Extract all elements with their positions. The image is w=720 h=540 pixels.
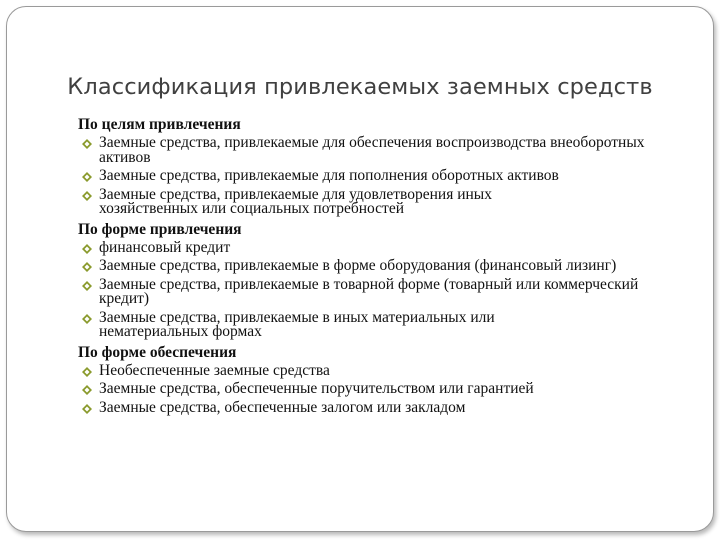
leaf-bullet-icon <box>81 280 93 292</box>
list-item-text: Заемные средства, привлекаемые для обеспечения воспроизводства внеоборотных активов <box>99 134 645 166</box>
leaf-bullet-icon <box>81 403 93 415</box>
list-item <box>78 136 647 165</box>
leaf-bullet-icon <box>81 261 93 273</box>
section-form <box>78 221 678 340</box>
leaf-bullet-icon <box>81 366 93 378</box>
section-goals <box>78 116 678 217</box>
leaf-bullet-icon <box>81 190 93 202</box>
section-heading: По форме обеспечения <box>78 343 237 361</box>
list-item <box>78 308 587 340</box>
list-item <box>78 185 585 217</box>
list-item <box>78 382 678 397</box>
list-item <box>78 238 678 256</box>
list-item <box>78 259 669 274</box>
list-item-text: Заемные средства, привлекаемые в товарной форме (товарный или коммерческий кредит) <box>99 275 639 307</box>
leaf-bullet-icon <box>81 243 93 255</box>
list-item <box>78 398 678 416</box>
list-item <box>78 169 678 184</box>
slide-content <box>78 116 678 419</box>
list-item-text: Заемные средства, привлекаемые в форме оборудования (финансовый лизинг) <box>99 257 617 274</box>
leaf-bullet-icon <box>81 384 93 396</box>
slide-title: Классификация привлекаемых заемных средств <box>67 74 653 100</box>
list-item <box>78 275 647 307</box>
leaf-bullet-icon <box>81 138 93 150</box>
leaf-bullet-icon <box>81 171 93 183</box>
leaf-bullet-icon <box>81 313 93 325</box>
list-item-text: Заемные средства, обеспеченные поручительством или гарантией <box>99 380 534 397</box>
list-item-text: Заемные средства, привлекаемые для удовлетворения иных хозяйственных или социальных потребностей <box>99 185 492 217</box>
list-item-text: Заемные средства, обеспеченные залогом или закладом <box>99 398 466 416</box>
section-security <box>78 344 678 416</box>
list-item <box>78 361 678 379</box>
section-heading: По форме привлечения <box>78 220 242 238</box>
list-item-text: Заемные средства, привлекаемые для пополнения оборотных активов <box>99 167 559 184</box>
list-item-text: Заемные средства, привлекаемые в иных материальных или нематериальных формах <box>99 308 495 340</box>
list-item-text: Необеспеченные заемные средства <box>99 361 330 379</box>
list-item-text: финансовый кредит <box>99 238 231 256</box>
section-heading: По целям привлечения <box>78 116 241 133</box>
